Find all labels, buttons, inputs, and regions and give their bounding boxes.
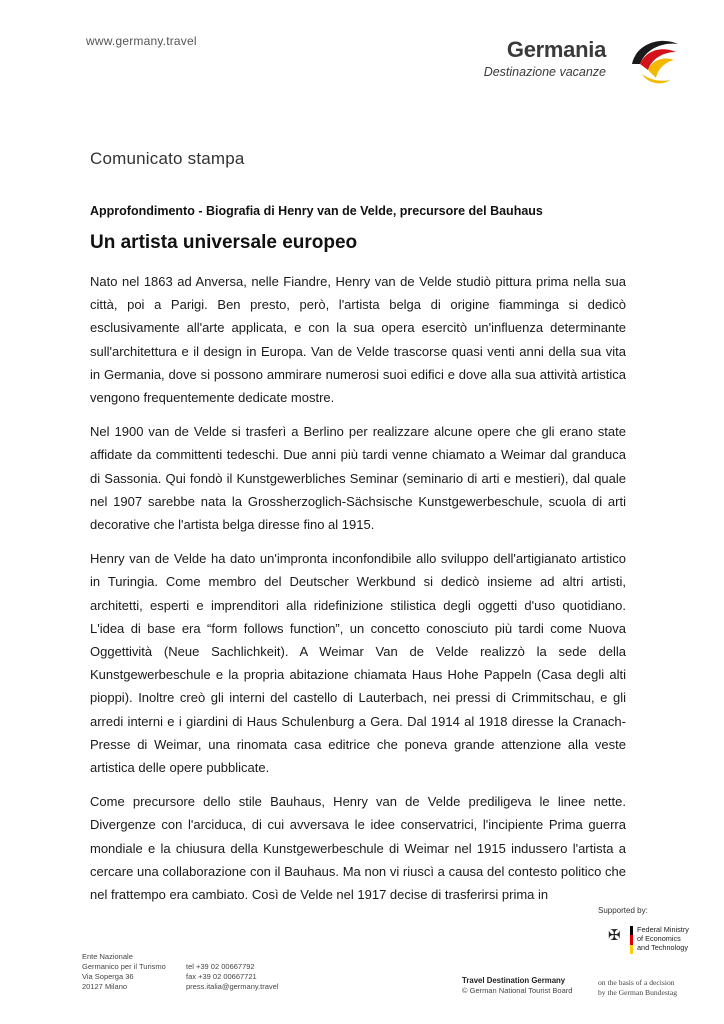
brand-block [480, 34, 700, 94]
footer-address [82, 952, 166, 992]
brand-name: Germania [506, 37, 606, 62]
ministry-line: Federal Ministry [637, 925, 689, 934]
address-line: Ente Nazionale [82, 952, 133, 961]
german-flag-bar [630, 926, 633, 954]
address-line: Via Soperga 36 [82, 972, 134, 981]
paragraph: Nel 1900 van de Velde si trasferì a Berlino per realizzare alcune opere che gli erano state affidate da committenti tedeschi. Due anni più tardi venne chiamato a Weimar dal granduca di Sassonia. Qui fondò il Kunstgewerbliches Seminar (seminario di arti e mestieri), dal quale nel 1907 sarebbe nata la Grossherzoglich-Sächsische Kunstgewerbeschule, scuola di arti decorative che l'artista belga diresse fino al 1915. [90, 424, 626, 533]
paragraph: Henry van de Velde ha dato un'impronta inconfondibile allo sviluppo dell'artigianato artistico in Turingia. Come membro del Deutscher Werkbund si dedicò insieme ad altri artisti, architetti, esperti e imprenditori alla ridefinizione stilistica degli oggetti d'uso quotidiano. L'idea di base era “form follows function”, un concetto conosciuto più tardi come Nuova Oggettività (Neue Sachlichkeit). A Weimar Van de Velde realizzò la sede della Kunstgewerbeschule e la propria abitazione chiamata Haus Hohe Pappeln (Casa degli alti pioppi). Inoltre creò gli interni del castello di Lauterbach, nei pressi di Crimmitschau, e gli arredi interni e i giardini di Haus Schulenburg a Gera. Dal 1914 al 1918 diresse la Cranach-Presse di Weimar, una rinomata casa editrice che poneva grande attenzione alla veste artistica delle opere pubblicate. [90, 551, 626, 776]
flag-stripe-red [630, 935, 633, 944]
germany-travel-logo-icon [626, 34, 682, 90]
footer-bundestag [598, 978, 677, 998]
contact-email: press.italia@germany.travel [186, 982, 279, 991]
bundestag-line: by the German Bundestag [598, 988, 678, 997]
flag-stripe-black [630, 926, 633, 935]
website-url: www.germany.travel [86, 34, 197, 48]
address-line: Germanico per il Turismo [82, 962, 166, 971]
article-body [90, 270, 626, 917]
supported-by-label: Supported by: [598, 906, 648, 915]
federal-eagle-icon: ✠ [608, 927, 621, 944]
address-line: 20127 Milano [82, 982, 128, 991]
ministry-name [637, 925, 689, 952]
paragraph: Nato nel 1863 ad Anversa, nelle Fiandre, Henry van de Velde studiò pittura prima nella sua città, poi a Parigi. Ben presto, però, l'artista belga di origine fiamminga si dedicò esclusivamente all'arte applicata, e con la sua opera esercitò un'influenza determinante sull'architettura e il design in Europa. Van de Velde trascorse quasi venti anni della sua vita in Germania, dove si possono ammirare numerosi suoi edifici e dove alla sua attività artistica vengono frequentemente dedicate mostre. [90, 274, 626, 406]
footer-tdg [462, 976, 572, 996]
footer-contact [186, 962, 279, 992]
document-type: Comunicato stampa [90, 149, 245, 168]
tdg-title: Travel Destination Germany [462, 976, 566, 985]
bundestag-line: on the basis of a decision [598, 978, 675, 987]
ministry-line: of Economics [637, 934, 681, 943]
ministry-logo [606, 924, 706, 958]
flag-stripe-gold [630, 945, 633, 954]
contact-fax: fax +39 02 00667721 [186, 972, 257, 981]
contact-phone: tel +39 02 00667792 [186, 962, 255, 971]
ministry-line: and Technology [637, 943, 688, 952]
document-subtitle: Approfondimento - Biografia di Henry van de Velde, precursore del Bauhaus [90, 204, 543, 218]
paragraph: Come precursore dello stile Bauhaus, Henry van de Velde prediligeva le linee nette. Divergenze con l'arciduca, di cui avversava le idee conservatrici, l'incipiente Prima guerra mondiale e la chiusura della Kunstgewerbeschule di Weimar nel 1915 indussero l'artista a cercare una collaborazione con il Bauhaus. Ma non vi riuscì a causa del contesto politico che nel frattempo era cambiato. Così de Velde nel 1917 decise di trasferirsi prima in [90, 794, 626, 903]
brand-tagline: Destinazione vacanze [483, 65, 606, 79]
tdg-copyright: © German National Tourist Board [462, 986, 573, 995]
document-title: Un artista universale europeo [90, 232, 358, 253]
